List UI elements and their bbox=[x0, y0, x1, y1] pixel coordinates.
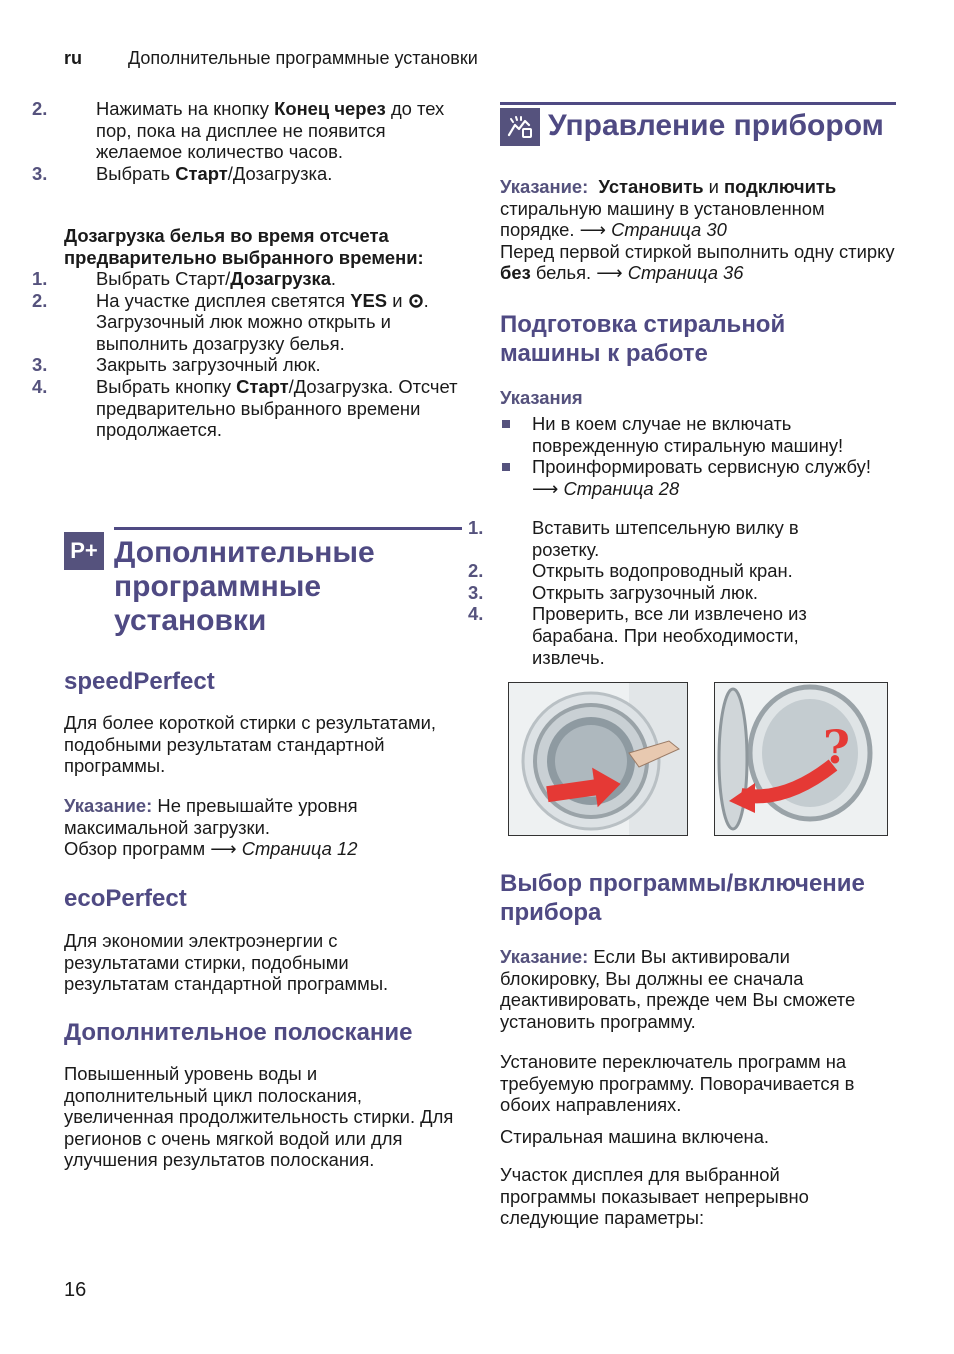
arrow-icon: ⟶ bbox=[532, 477, 559, 499]
door-open-illustration bbox=[508, 682, 688, 836]
rinse-text: Повышенный уровень воды и дополнительный цикл полоскания, увеличенная продолжительность стирки. Для регионов с очень мягкой водой или для улучшения результатов полоскания. bbox=[64, 1063, 454, 1171]
section-rule bbox=[114, 527, 462, 530]
door-lock-icon bbox=[408, 293, 424, 309]
eco-text: Для экономии электроэнергии с результатами стирки, подобными результатам стандартной программы. bbox=[64, 930, 389, 995]
list-item: 2. Нажимать на кнопку Конец через до тех пор, пока на дисплее не появится желаемое количество часов. bbox=[32, 98, 445, 163]
select-p3: Участок дисплея для выбранной программы показывает непрерывно следующие параметры: bbox=[500, 1164, 809, 1229]
speed-note: Указание: Не превышайте уровня максимальной загрузки. Обзор программ ⟶ Страница 12 bbox=[64, 795, 358, 860]
arrow-icon: ⟶ bbox=[210, 838, 237, 860]
hand-setup-icon bbox=[500, 108, 540, 146]
page-number: 16 bbox=[64, 1279, 87, 1301]
rinse-title: Дополнительное полоскание bbox=[64, 1019, 413, 1046]
list-item: 1. Выбрать Старт/Дозагрузка. bbox=[32, 268, 337, 289]
drum-check-illustration bbox=[714, 682, 888, 836]
list-item: Ни в коем случае не включать поврежденную стиральную машину! bbox=[500, 413, 895, 456]
prep-steps bbox=[468, 517, 860, 668]
header-lang: ru bbox=[64, 48, 82, 68]
section-title: Дополнительные программные установки bbox=[114, 536, 375, 637]
select-title: Выбор программы/включение прибора bbox=[500, 870, 865, 926]
speed-text: Для более короткой стирки с результатами, подобными результатам стандартной программы. bbox=[64, 712, 437, 777]
arrow-icon: ⟶ bbox=[596, 262, 623, 284]
bullet-square-icon bbox=[502, 420, 510, 428]
list-item: 3. Закрыть загрузочный люк. bbox=[32, 354, 321, 376]
list-item: 3. Открыть загрузочный люк. bbox=[468, 581, 758, 603]
hints-list bbox=[500, 413, 895, 499]
arrow-icon: ⟶ bbox=[579, 219, 606, 241]
program-plus-icon: P+ bbox=[64, 532, 104, 570]
select-p2: Стиральная машина включена. bbox=[500, 1126, 770, 1147]
reload-steps bbox=[32, 268, 464, 441]
list-item: 4. Проверить, все ли извлечено из барабана. При необходимости, извлечь. bbox=[468, 603, 807, 668]
steps-top bbox=[32, 98, 464, 184]
list-item: 1. Вставить штепсельную вилку в розетку. bbox=[468, 517, 799, 560]
select-p1: Установите переключатель программ на требуемую программу. Поворачивается в обоих направлениях. bbox=[500, 1051, 855, 1116]
section-rule bbox=[500, 102, 896, 105]
speed-title: speedPerfect bbox=[64, 668, 215, 695]
list-item: 2. На участке дисплея светятся YES и . Загрузочный люк можно открыть и выполнить дозагрузку белья. bbox=[32, 289, 429, 354]
bullet-square-icon bbox=[502, 463, 510, 471]
prep-title: Подготовка стиральной машины к работе bbox=[500, 311, 786, 367]
intro-note: Указание: Установить и подключить стиральную машину в установленном порядке. ⟶ Страница 30 Перед первой стиркой выполнить одну стирку без белья. ⟶ Страница 36 bbox=[500, 176, 895, 284]
reload-heading: Дозагрузка белья во время отсчета предварительно выбранного времени: bbox=[64, 225, 424, 268]
hints-label: Указания bbox=[500, 387, 583, 408]
section-title: Управление прибором bbox=[548, 109, 884, 142]
list-item: 3. Выбрать Старт/Дозагрузка. bbox=[32, 162, 333, 184]
list-item: 4. Выбрать кнопку Старт/Дозагрузка. Отсчет предварительно выбранного времени продолжается. bbox=[32, 375, 458, 441]
eco-title: ecoPerfect bbox=[64, 885, 187, 912]
select-note: Указание: Если Вы активировали блокировку, Вы должны ее сначала деактивировать, прежде чем Вы сможете установить программу. bbox=[500, 946, 856, 1032]
header-title: Дополнительные программные установки bbox=[128, 48, 478, 68]
list-item: 2. Открыть водопроводный кран. bbox=[468, 560, 793, 582]
svg-text:?: ? bbox=[823, 720, 850, 774]
list-item: Проинформировать сервисную службу!⟶ Страница 28 bbox=[500, 456, 895, 499]
